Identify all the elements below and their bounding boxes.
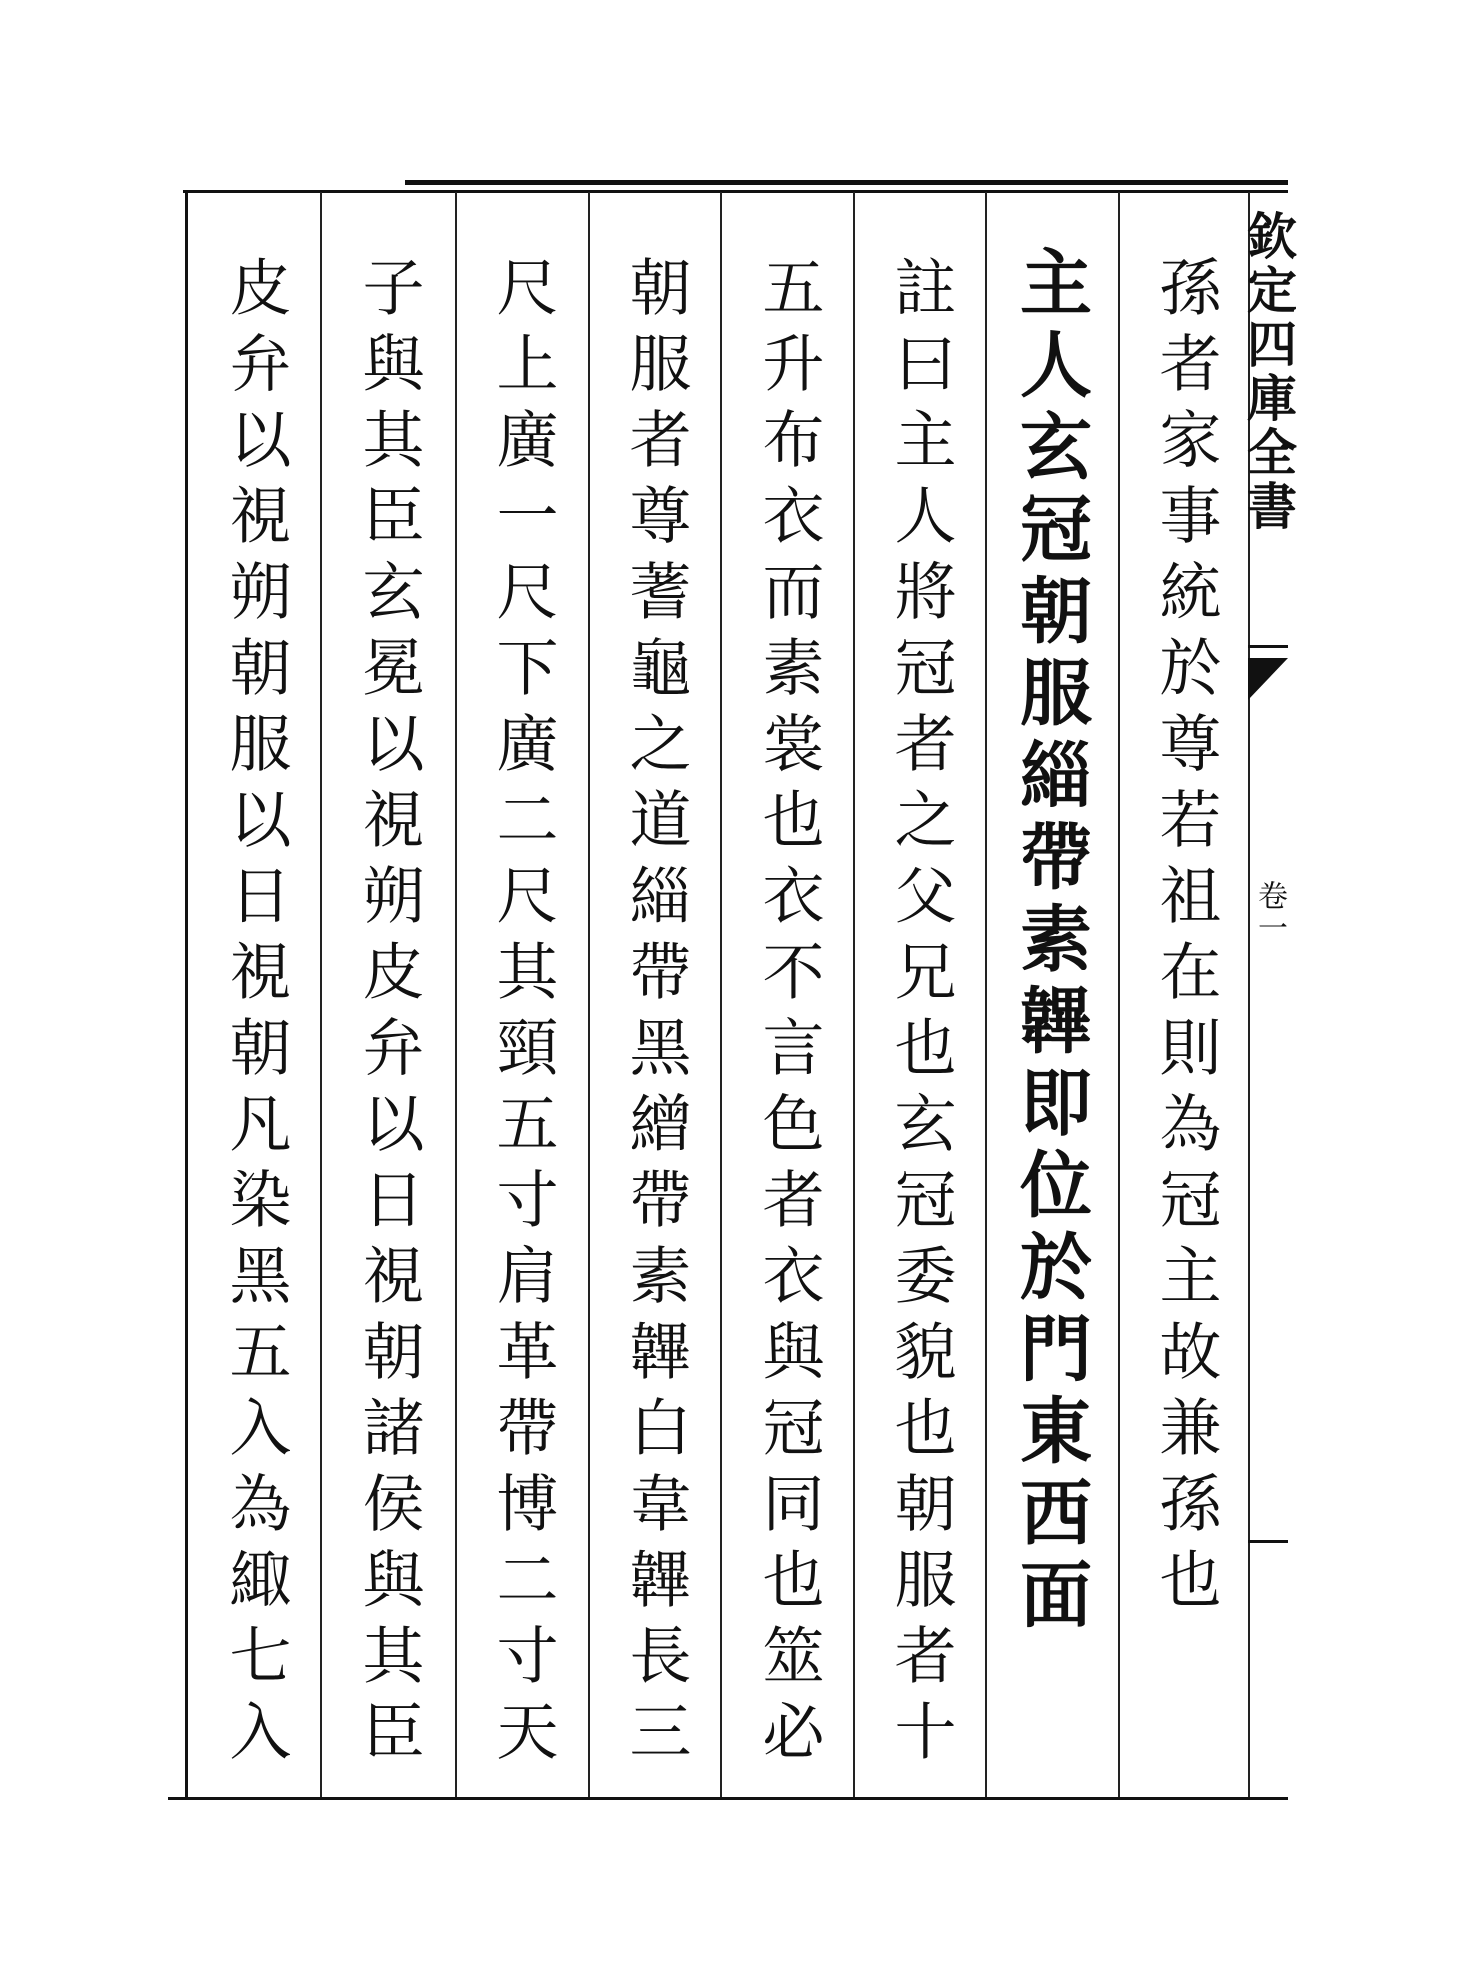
text-column-3: 註曰主人將冠者之父兄也玄冠委貌也朝服者十 (884, 255, 957, 1775)
text-column-6: 尺上廣一尺下廣二尺其頸五寸肩革帶博二寸天 (486, 255, 559, 1775)
column-rule (1118, 192, 1120, 1797)
frame-left-line (185, 192, 188, 1797)
text-column-2-heading: 主人玄冠朝服緇帶素韠即位於門東西面 (1008, 245, 1093, 1639)
book-title-margin: 欽定四庫全書 (1239, 210, 1298, 534)
column-rule (588, 192, 590, 1797)
frame-top-line (183, 190, 1288, 193)
frame-top-thick-line (405, 180, 1288, 185)
text-column-4: 五升布衣而素裳也衣不言色者衣與冠同也筮必 (752, 255, 825, 1775)
column-rule (985, 192, 987, 1797)
margin-divider (1248, 1540, 1288, 1543)
margin-divider (1248, 645, 1288, 648)
column-rule (455, 192, 457, 1797)
fish-tail-mark (1248, 658, 1288, 700)
text-column-7: 子與其臣玄冕以視朔皮弁以日視朝諸侯與其臣 (352, 255, 425, 1775)
column-rule (720, 192, 722, 1797)
volume-label: 卷一 (1252, 880, 1287, 944)
text-column-8: 皮弁以視朔朝服以日視朝凡染黑五入為緅七入 (219, 255, 292, 1775)
frame-bottom-line (168, 1797, 1288, 1800)
column-rule (853, 192, 855, 1797)
text-column-1: 孫者家事統於尊若祖在則為冠主故兼孫也 (1149, 255, 1222, 1623)
column-rule (320, 192, 322, 1797)
text-column-5: 朝服者尊蓍龜之道緇帶黑繒帶素韠白韋韠長三 (619, 255, 692, 1775)
